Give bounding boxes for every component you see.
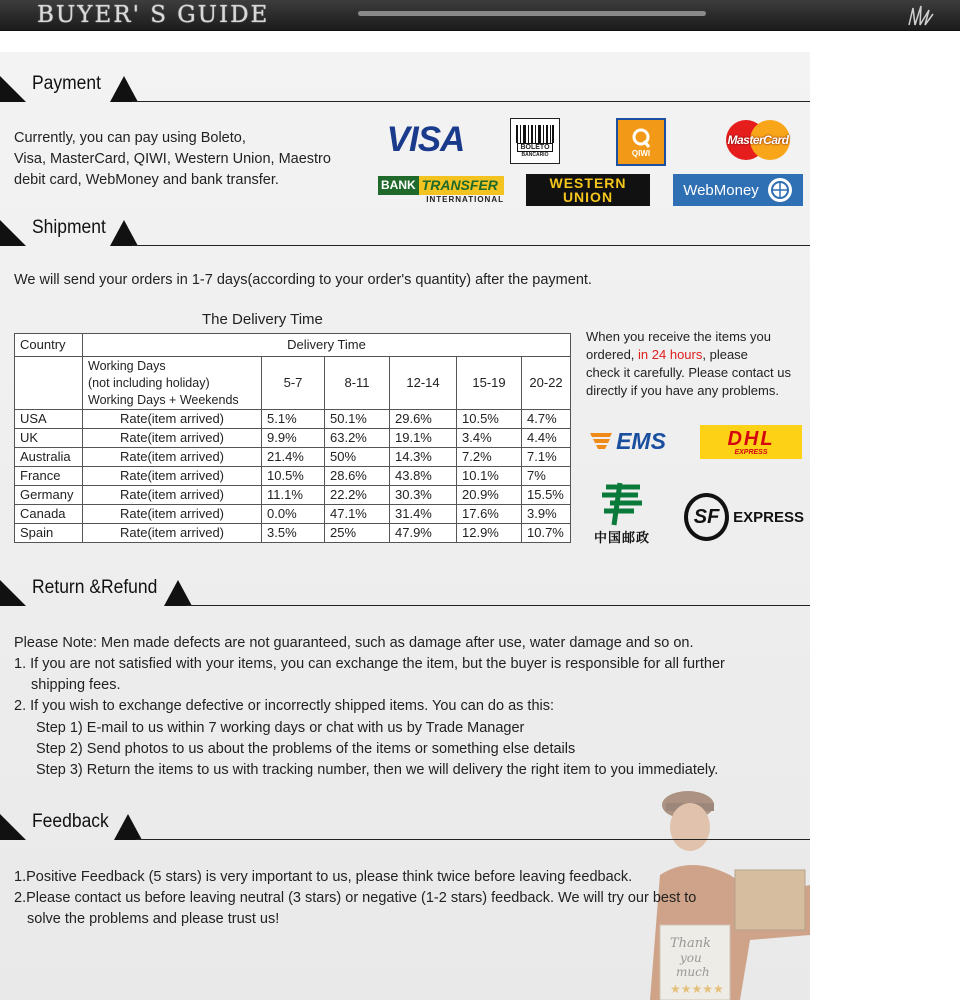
webmoney-label: WebMoney [683,181,759,199]
shipment-intro: We will send your orders in 1-7 days(according to your order's quantity) after the payment. [14,272,592,288]
banner-title: BUYER' S GUIDE [37,2,270,28]
inspection-note-1: When you receive the items you [586,329,771,344]
shipment-section-header [0,216,810,250]
rate-label-cell: Rate(item arrived) [83,505,262,524]
country-cell: Canada [15,505,83,524]
sf-label: SF [693,505,720,528]
qiwi-label: QIWI [631,148,651,158]
rate-label-cell: Rate(item arrived) [83,429,262,448]
country-cell: Germany [15,486,83,505]
country-cell: Australia [15,448,83,467]
western-label: WESTERN [549,175,627,191]
international-label: INTERNATIONAL [426,195,504,204]
holiday-label: (not including holiday) [88,375,210,390]
feedback-line-2: 2.Please contact us before leaving neutral (3 stars) or negative (1-2 stars) feedback. We will try our best to [14,890,697,906]
rate-value-cell: 15.5% [522,486,571,505]
boleto-logo [510,118,560,164]
refund-line-1: Please Note: Men made defects are not guaranteed, such as damage after use, water damage and so on. [14,635,694,651]
boleto-label: BOLETO [517,143,552,152]
sf-express-label: EXPRESS [733,508,804,526]
qiwi-icon [630,127,652,149]
china-post-label: 中国邮政 [593,530,650,546]
bank-label: BANK [378,176,419,195]
grass-icon [905,4,935,26]
mastercard-logo [722,118,794,162]
note-highlight: in 24 hours [638,347,703,362]
rate-value-cell: 7.1% [522,448,571,467]
rate-value-cell: 31.4% [390,505,457,524]
sf-circle [684,493,729,541]
shipment-heading: Shipment [32,217,106,238]
refund-section-header [0,576,810,610]
rate-value-cell: 63.2% [325,429,390,448]
country-cell: USA [15,410,83,429]
visa-logo: VISA [386,120,465,159]
inspection-note-3: check it carefully. Please contact us [586,365,791,380]
rate-value-cell: 28.6% [325,467,390,486]
refund-line-4: 2. If you wish to exchange defective or incorrectly shipped items. You can do as this: [14,698,555,714]
feedback-line-1: 1.Positive Feedback (5 stars) is very important to us, please think twice before leaving feedback. [14,869,633,885]
working-days-label: Working Days [88,358,166,373]
table-row [15,505,571,524]
rate-value-cell: 10.5% [457,410,522,429]
sf-express-logo [684,490,804,544]
rate-value-cell: 14.3% [390,448,457,467]
note-text: , please [702,347,748,362]
refund-line-3: shipping fees. [31,677,121,693]
rate-label-cell: Rate(item arrived) [83,467,262,486]
qiwi-logo [616,118,666,166]
payment-section-header [0,72,810,106]
ems-logo [588,426,668,456]
dhl-sublabel: EXPRESS [734,448,768,456]
refund-step-2: Step 2) Send photos to us about the problems of the items or something else details [36,741,576,757]
payment-line-1: Currently, you can pay using Boleto, [14,130,246,146]
rate-value-cell: 17.6% [457,505,522,524]
china-post-logo [586,478,658,548]
section-rule [132,245,810,246]
rate-value-cell: 4.7% [522,410,571,429]
table-row [15,524,571,543]
feedback-heading: Feedback [32,811,109,832]
ems-wings-icon [590,431,614,451]
svg-text:★★★★★: ★★★★★ [670,982,724,996]
delivery-table-title: The Delivery Time [202,311,323,328]
arrow-left-icon [0,76,26,102]
arrow-left-icon [0,220,26,246]
top-banner [0,0,960,31]
country-cell: Spain [15,524,83,543]
thank-text-1: Thank [670,936,712,951]
union-label: UNION [562,189,614,205]
rate-value-cell: 47.9% [390,524,457,543]
table-row [15,448,571,467]
arrow-left-icon [0,580,26,606]
rate-label-cell: Rate(item arrived) [83,486,262,505]
barcode-icon [515,125,555,143]
rate-value-cell: 22.2% [325,486,390,505]
rate-value-cell: 5.1% [262,410,325,429]
refund-step-1: Step 1) E-mail to us within 7 working days or chat with us by Trade Manager [36,720,525,736]
rate-value-cell: 0.0% [262,505,325,524]
table-row [15,467,571,486]
note-text: ordered, [586,347,639,362]
webmoney-globe-icon [767,177,793,203]
range-cell: 8-11 [325,357,390,410]
rate-value-cell: 3.5% [262,524,325,543]
table-row [15,486,571,505]
delivery-time-header: Delivery Time [83,334,571,357]
rate-label-cell: Rate(item arrived) [83,524,262,543]
banner-divider [358,11,706,16]
dhl-logo [700,425,802,459]
rate-value-cell: 12.9% [457,524,522,543]
rate-value-cell: 11.1% [262,486,325,505]
webmoney-logo [673,174,803,206]
inspection-note-2 [586,346,748,364]
arrow-right-icon [110,220,138,246]
table-row [15,410,571,429]
rate-value-cell: 3.4% [457,429,522,448]
rate-value-cell: 19.1% [390,429,457,448]
rate-value-cell: 50% [325,448,390,467]
arrow-right-icon [110,76,138,102]
country-header: Country [15,334,83,357]
bank-transfer-logo [378,176,504,204]
rate-value-cell: 7.2% [457,448,522,467]
ems-label: EMS [616,427,666,454]
rate-rows [15,410,571,543]
rate-label-cell: Rate(item arrived) [83,448,262,467]
range-cell: 15-19 [457,357,522,410]
rate-value-cell: 7% [522,467,571,486]
rate-value-cell: 10.5% [262,467,325,486]
rate-value-cell: 43.8% [390,467,457,486]
dhl-label: DHL [727,427,775,450]
rate-value-cell: 10.1% [457,467,522,486]
working-days-cell [83,357,262,410]
payment-heading: Payment [32,73,101,94]
rate-value-cell: 50.1% [325,410,390,429]
country-cell: France [15,467,83,486]
range-cell: 5-7 [262,357,325,410]
mastercard-label: MasterCard [727,133,789,147]
arrow-right-icon [114,814,142,840]
delivery-table [14,333,571,543]
rate-value-cell: 47.1% [325,505,390,524]
rate-value-cell: 20.9% [457,486,522,505]
rate-value-cell: 3.9% [522,505,571,524]
transfer-label: TRANSFER [419,176,504,195]
section-rule [136,839,810,840]
rate-value-cell: 9.9% [262,429,325,448]
boleto-sublabel: BANCARIO [521,151,549,158]
rate-value-cell: 29.6% [390,410,457,429]
feedback-section-header [0,810,810,844]
feedback-line-3: solve the problems and please trust us! [27,911,280,927]
china-post-icon [598,481,646,527]
rate-value-cell: 10.7% [522,524,571,543]
rate-label-cell: Rate(item arrived) [83,410,262,429]
rate-value-cell: 4.4% [522,429,571,448]
range-cell: 12-14 [390,357,457,410]
range-cell: 20-22 [522,357,571,410]
payment-line-3: debit card, WebMoney and bank transfer. [14,172,279,188]
section-rule [132,101,810,102]
thank-text-2: you [680,951,702,965]
rate-value-cell: 21.4% [262,448,325,467]
thank-text-3: much [676,965,710,979]
weekends-label: Working Days + Weekends [88,392,239,407]
country-cell: UK [15,429,83,448]
payment-line-2: Visa, MasterCard, QIWI, Western Union, Maestro [14,151,331,167]
arrow-right-icon [164,580,192,606]
section-rule [186,605,810,606]
table-row [15,429,571,448]
arrow-left-icon [0,814,26,840]
rate-value-cell: 30.3% [390,486,457,505]
refund-step-3: Step 3) Return the items to us with tracking number, then we will delivery the right item to you immediately. [36,762,719,778]
refund-heading: Return &Refund [32,577,158,598]
refund-line-2: 1. If you are not satisfied with your items, you can exchange the item, but the buyer is responsible for all further [14,656,725,672]
rate-value-cell: 25% [325,524,390,543]
inspection-note-4: directly if you have any problems. [586,383,779,398]
western-union-logo [526,174,650,206]
